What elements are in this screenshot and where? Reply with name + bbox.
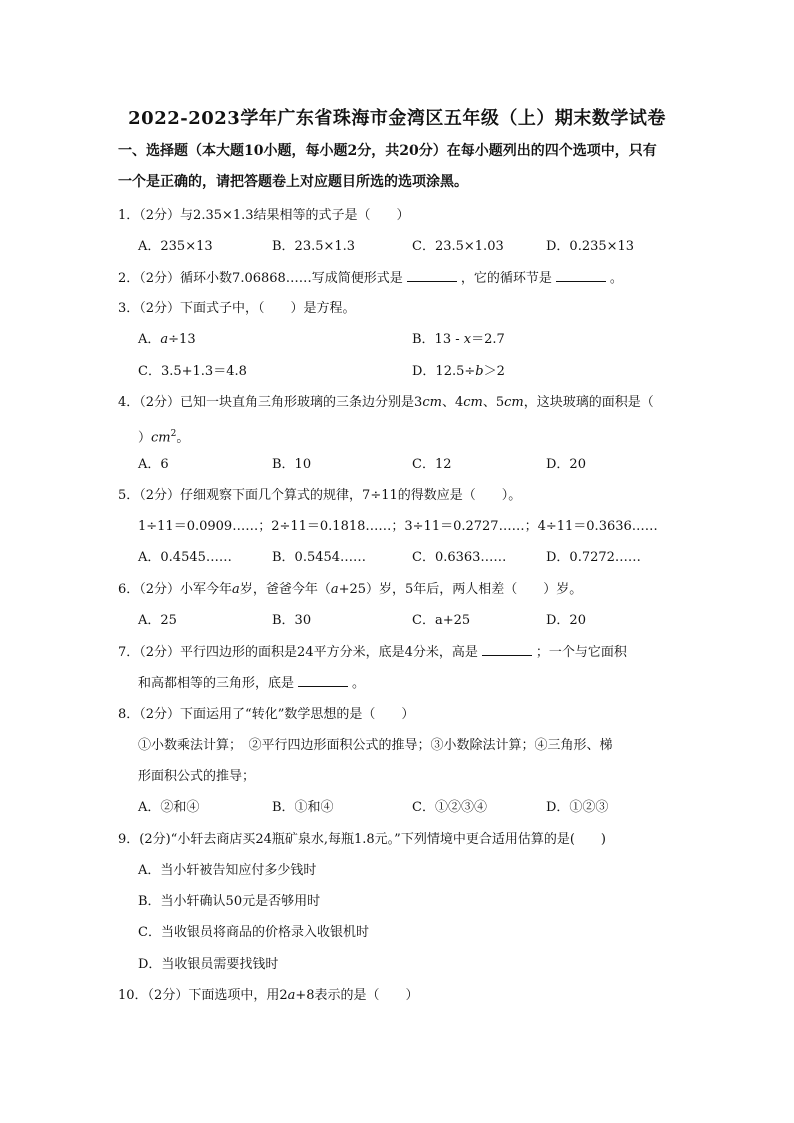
question-4-stem-line-1: 4．（2分）已知一块直角三角形玻璃的三条边分别是3cm、4cm、5cm，这块玻璃的面积是（ (118, 395, 654, 410)
section-heading-line-2: 一个是正确的，请把答题卷上对应题目所选的选项涂黑。 (118, 174, 468, 190)
question-2-text-2: ，它的循环节是 (460, 271, 552, 286)
question-8-detail-line-1: ①小数乘法计算； ②平行四边形面积公式的推导；③小数除法计算；④三角形、梯 (138, 738, 613, 753)
section-heading (118, 136, 690, 198)
question-4-option-a: A．6 (138, 457, 169, 472)
question-5-option-d: D．0.7272…… (546, 550, 641, 565)
question-2-text-3: 。 (609, 271, 623, 286)
question-1-option-d: D．0.235×13 (546, 239, 635, 254)
question-8-option-c: C．①②③④ (412, 800, 487, 815)
answer-blank (407, 268, 457, 282)
question-1-option-c: C．23.5×1.03 (412, 239, 504, 254)
question-3-option-c: C．3.5+1.3＝4.8 (138, 364, 247, 379)
question-5-stem: 5．（2分）仔细观察下面几个算式的规律，7÷11的得数应是（ ）。 (118, 488, 522, 503)
question-9-option-a: A．当小轩被告知应付多少钱时 (138, 863, 317, 878)
question-7-stem-line-2: 和高都相等的三角形，底是 。 (138, 673, 718, 694)
question-5-pattern: 1÷11＝0.0909……；2÷11＝0.1818……；3÷11＝0.2727……；4÷11＝0.3636…… (138, 519, 658, 534)
question-7-stem-line-1: 7．（2分）平行四边形的面积是24平方分米，底是4分米，高是 ；一个与它面积 (118, 642, 698, 663)
question-8-option-d: D．①②③ (546, 800, 609, 815)
question-8-stem: 8．（2分）下面运用了“转化”数学思想的是（ ） (118, 707, 415, 722)
question-9-stem: 9．(2分)“小轩去商店买24瓶矿泉水,每瓶1.8元。”下列情境中更合适用估算的是( ) (118, 832, 606, 847)
question-8-option-b: B．①和④ (272, 800, 334, 815)
answer-blank (298, 673, 348, 687)
question-4-option-c: C．12 (412, 457, 452, 472)
question-6-option-c: C．a+25 (412, 613, 471, 628)
question-4-stem-line-2: ）$cm^2$。 (138, 429, 190, 446)
answer-blank (556, 268, 606, 282)
question-5-option-b: B．0.5454…… (272, 550, 367, 565)
question-2-stem (118, 268, 698, 289)
question-1-option-a: A．235×13 (138, 239, 213, 254)
page-title: 2022-2023学年广东省珠海市金湾区五年级（上）期末数学试卷 (128, 108, 666, 129)
question-3-stem: 3．（2分）下面式子中，（ ）是方程。 (118, 301, 356, 316)
question-1-option-b: B．23.5×1.3 (272, 239, 356, 254)
question-9-option-d: D．当收银员需要找钱时 (138, 957, 279, 972)
section-heading-line-1: 一、选择题（本大题10小题，每小题2分，共20分）在每小题列出的四个选项中，只有 (118, 143, 657, 159)
question-6-option-b: B．30 (272, 613, 312, 628)
question-10-stem: 10．（2分）下面选项中，用2a+8表示的是（ ） (118, 988, 419, 1003)
question-5-option-c: C．0.6363…… (412, 550, 507, 565)
question-3-option-a: A．a÷13 (138, 332, 196, 347)
question-5-option-a: A．0.4545…… (138, 550, 232, 565)
question-2-text-1: 2．（2分）循环小数7.06868……写成简便形式是 (118, 271, 403, 286)
question-9-option-b: B．当小轩确认50元是否够用时 (138, 894, 321, 909)
question-6-stem: 6．（2分）小军今年a岁，爸爸今年（a+25）岁，5年后，两人相差（ ）岁。 (118, 582, 583, 597)
question-6-option-a: A．25 (138, 613, 177, 628)
question-1-stem: 1．（2分）与2.35×1.3结果相等的式子是（ ） (118, 208, 410, 223)
question-8-detail-line-2: 形面积公式的推导； (138, 769, 256, 784)
question-3-option-b: B．13 - x＝2.7 (412, 332, 505, 347)
question-3-option-d: D．12.5÷b＞2 (412, 364, 505, 379)
question-6-option-d: D．20 (546, 613, 586, 628)
question-4-option-b: B．10 (272, 457, 312, 472)
question-4-option-d: D．20 (546, 457, 586, 472)
question-9-option-c: C．当收银员将商品的价格录入收银机时 (138, 925, 369, 940)
question-8-option-a: A．②和④ (138, 800, 200, 815)
answer-blank (482, 642, 532, 656)
